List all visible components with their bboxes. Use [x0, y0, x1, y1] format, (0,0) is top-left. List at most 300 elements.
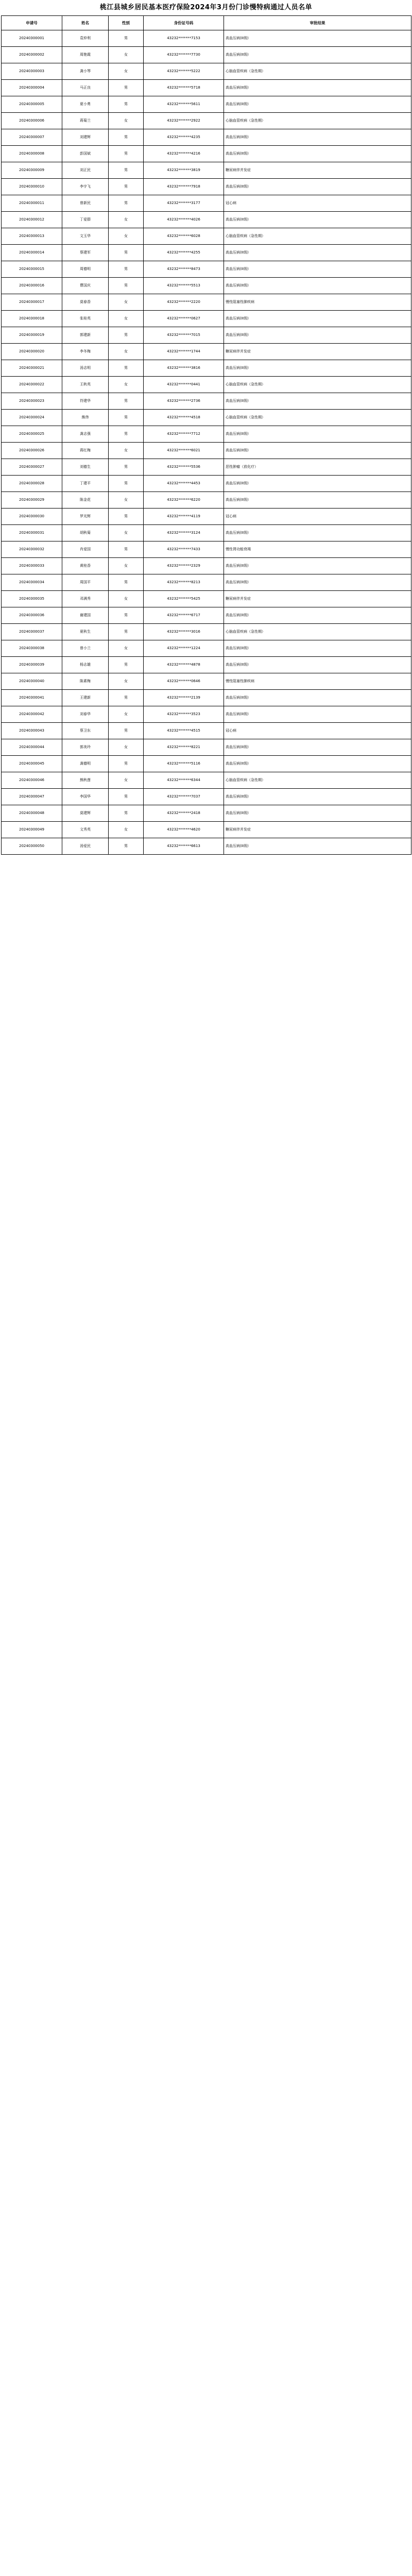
- gender-cell: 男: [109, 607, 144, 624]
- gender-cell: 女: [109, 47, 144, 63]
- approval-result-cell: 心脑血管疾病（急性期）: [224, 377, 411, 393]
- application-no-cell: 20240300017: [2, 294, 62, 311]
- table-row: [2, 96, 411, 113]
- name-cell: 邓满秀: [62, 591, 109, 607]
- application-no-cell: 20240300046: [2, 772, 62, 789]
- table-row: [2, 558, 411, 574]
- id-number-cell: 43232*******2922: [144, 113, 224, 129]
- id-number-cell: 43232*******7918: [144, 179, 224, 195]
- application-no-cell: 20240300022: [2, 377, 62, 393]
- table-row: [2, 476, 411, 492]
- gender-cell: 男: [109, 624, 144, 640]
- application-no-cell: 20240300024: [2, 410, 62, 426]
- table-row: [2, 591, 411, 607]
- name-cell: 陈金花: [62, 492, 109, 509]
- approval-result-cell: 高血压病(II级): [224, 426, 411, 443]
- id-number-cell: 43232*******1744: [144, 344, 224, 360]
- header-id-number: 身份证号码: [144, 16, 224, 30]
- application-no-cell: 20240300020: [2, 344, 62, 360]
- application-no-cell: 20240300003: [2, 63, 62, 80]
- approval-result-cell: 冠心病: [224, 195, 411, 212]
- name-cell: 汤志明: [62, 360, 109, 377]
- table-row: [2, 805, 411, 822]
- name-cell: 夏秋生: [62, 624, 109, 640]
- gender-cell: 女: [109, 294, 144, 311]
- id-number-cell: 43232*******0441: [144, 377, 224, 393]
- id-number-cell: 43232*******6344: [144, 772, 224, 789]
- gender-cell: 男: [109, 690, 144, 706]
- approval-result-cell: 心脑血管疾病（急性期）: [224, 624, 411, 640]
- table-row: [2, 443, 411, 459]
- table-row: [2, 63, 411, 80]
- approval-result-cell: 慢性阻塞性肺疾病: [224, 673, 411, 690]
- id-number-cell: 43232*******5536: [144, 459, 224, 476]
- application-no-cell: 20240300013: [2, 228, 62, 245]
- table-row: [2, 509, 411, 525]
- application-no-cell: 20240300005: [2, 96, 62, 113]
- approval-result-cell: 高血压病(II级): [224, 789, 411, 805]
- name-cell: 郭美玲: [62, 739, 109, 756]
- approval-result-cell: 糖尿病伴并发症: [224, 591, 411, 607]
- approval-result-cell: 冠心病: [224, 509, 411, 525]
- application-no-cell: 20240300037: [2, 624, 62, 640]
- table-row: [2, 772, 411, 789]
- approval-result-cell: 高血压病(II级): [224, 805, 411, 822]
- approval-result-cell: 心脑血管疾病（急性期）: [224, 410, 411, 426]
- id-number-cell: 43232*******2329: [144, 558, 224, 574]
- table-row: [2, 789, 411, 805]
- table-body: [2, 30, 411, 855]
- name-cell: 刘德生: [62, 459, 109, 476]
- id-number-cell: 43232*******4255: [144, 245, 224, 261]
- name-cell: 熊伟: [62, 410, 109, 426]
- gender-cell: 男: [109, 459, 144, 476]
- approval-result-cell: 心脑血管疾病（急性期）: [224, 772, 411, 789]
- approval-result-cell: 高血压病(II级): [224, 278, 411, 294]
- approval-result-cell: 高血压病(II级): [224, 756, 411, 772]
- application-no-cell: 20240300015: [2, 261, 62, 278]
- application-no-cell: 20240300004: [2, 80, 62, 96]
- gender-cell: 男: [109, 245, 144, 261]
- gender-cell: 女: [109, 822, 144, 838]
- table-row: [2, 344, 411, 360]
- gender-cell: 女: [109, 673, 144, 690]
- table-row: [2, 146, 411, 162]
- gender-cell: 男: [109, 509, 144, 525]
- approval-result-cell: 高血压病(II级): [224, 443, 411, 459]
- application-no-cell: 20240300042: [2, 706, 62, 723]
- name-cell: 龚德明: [62, 756, 109, 772]
- approval-result-cell: 心脑血管疾病（急性期）: [224, 228, 411, 245]
- gender-cell: 女: [109, 63, 144, 80]
- application-no-cell: 20240300027: [2, 459, 62, 476]
- application-no-cell: 20240300007: [2, 129, 62, 146]
- name-cell: 蔡建军: [62, 245, 109, 261]
- name-cell: 刘春华: [62, 706, 109, 723]
- gender-cell: 男: [109, 327, 144, 344]
- header-name: 姓名: [62, 16, 109, 30]
- id-number-cell: 43232*******4235: [144, 129, 224, 146]
- name-cell: 曾小兰: [62, 640, 109, 657]
- id-number-cell: 43232*******4453: [144, 476, 224, 492]
- name-cell: 王秋英: [62, 377, 109, 393]
- id-number-cell: 43232*******0646: [144, 673, 224, 690]
- gender-cell: 男: [109, 541, 144, 558]
- id-number-cell: 43232*******5222: [144, 63, 224, 80]
- name-cell: 周德明: [62, 261, 109, 278]
- approval-result-cell: 高血压病(II级): [224, 146, 411, 162]
- approval-result-cell: 高血压病(II级): [224, 327, 411, 344]
- id-number-cell: 43232*******6613: [144, 838, 224, 855]
- name-cell: 莫春香: [62, 294, 109, 311]
- id-number-cell: 43232*******8473: [144, 261, 224, 278]
- table-row: [2, 673, 411, 690]
- approval-result-cell: 恶性肿瘤（放化疗）: [224, 459, 411, 476]
- table-row: [2, 657, 411, 673]
- approval-result-cell: 高血压病(II级): [224, 360, 411, 377]
- gender-cell: 男: [109, 756, 144, 772]
- application-no-cell: 20240300034: [2, 574, 62, 591]
- gender-cell: 男: [109, 30, 144, 47]
- application-no-cell: 20240300028: [2, 476, 62, 492]
- table-row: [2, 723, 411, 739]
- approval-result-cell: 高血压病(II级): [224, 80, 411, 96]
- id-number-cell: 43232*******6021: [144, 443, 224, 459]
- name-cell: 丁爱群: [62, 212, 109, 228]
- approval-result-cell: 心脑血管疾病（急性期）: [224, 113, 411, 129]
- gender-cell: 男: [109, 805, 144, 822]
- name-cell: 杨志雄: [62, 657, 109, 673]
- table-row: [2, 756, 411, 772]
- application-no-cell: 20240300041: [2, 690, 62, 706]
- gender-cell: 女: [109, 640, 144, 657]
- table-row: [2, 245, 411, 261]
- name-cell: 周艳霞: [62, 47, 109, 63]
- id-number-cell: 43232*******3124: [144, 525, 224, 541]
- table-row: [2, 541, 411, 558]
- table-row: [2, 212, 411, 228]
- id-number-cell: 43232*******7015: [144, 327, 224, 344]
- application-no-cell: 20240300016: [2, 278, 62, 294]
- id-number-cell: 43232*******1224: [144, 640, 224, 657]
- name-cell: 汤爱民: [62, 838, 109, 855]
- approval-result-cell: 高血压病(II级): [224, 261, 411, 278]
- id-number-cell: 43232*******5718: [144, 80, 224, 96]
- gender-cell: 女: [109, 212, 144, 228]
- name-cell: 罗光辉: [62, 509, 109, 525]
- table-row: [2, 261, 411, 278]
- gender-cell: 女: [109, 739, 144, 756]
- approval-result-cell: 高血压病(II级): [224, 212, 411, 228]
- gender-cell: 男: [109, 789, 144, 805]
- id-number-cell: 43232*******3819: [144, 162, 224, 179]
- table-row: [2, 294, 411, 311]
- gender-cell: 男: [109, 360, 144, 377]
- application-no-cell: 20240300045: [2, 756, 62, 772]
- id-number-cell: 43232*******8221: [144, 739, 224, 756]
- gender-cell: 女: [109, 113, 144, 129]
- name-cell: 周国平: [62, 574, 109, 591]
- id-number-cell: 43232*******6220: [144, 492, 224, 509]
- name-cell: 龚小琴: [62, 63, 109, 80]
- gender-cell: 男: [109, 80, 144, 96]
- table-row: [2, 410, 411, 426]
- name-cell: 王建新: [62, 690, 109, 706]
- name-cell: 胡秋菊: [62, 525, 109, 541]
- gender-cell: 男: [109, 723, 144, 739]
- application-no-cell: 20240300018: [2, 311, 62, 327]
- application-no-cell: 20240300001: [2, 30, 62, 47]
- name-cell: 夏小勇: [62, 96, 109, 113]
- gender-cell: 女: [109, 772, 144, 789]
- approval-result-cell: 高血压病(II级): [224, 30, 411, 47]
- id-number-cell: 43232*******4878: [144, 657, 224, 673]
- approval-result-cell: 高血压病(II级): [224, 690, 411, 706]
- table-row: [2, 607, 411, 624]
- application-no-cell: 20240300038: [2, 640, 62, 657]
- gender-cell: 男: [109, 96, 144, 113]
- table-row: [2, 640, 411, 657]
- id-number-cell: 43232*******7433: [144, 541, 224, 558]
- gender-cell: 男: [109, 574, 144, 591]
- name-cell: 莫建辉: [62, 805, 109, 822]
- approval-result-cell: 高血压病(II级): [224, 393, 411, 410]
- name-cell: 熊秋莲: [62, 772, 109, 789]
- name-cell: 刘正民: [62, 162, 109, 179]
- application-no-cell: 20240300036: [2, 607, 62, 624]
- approval-table: [1, 15, 411, 855]
- application-no-cell: 20240300031: [2, 525, 62, 541]
- table-row: [2, 327, 411, 344]
- name-cell: 符建华: [62, 393, 109, 410]
- application-no-cell: 20240300011: [2, 195, 62, 212]
- gender-cell: 男: [109, 146, 144, 162]
- approval-result-cell: 糖尿病伴并发症: [224, 162, 411, 179]
- gender-cell: 男: [109, 410, 144, 426]
- gender-cell: 女: [109, 311, 144, 327]
- id-number-cell: 43232*******8213: [144, 574, 224, 591]
- gender-cell: 女: [109, 377, 144, 393]
- application-no-cell: 20240300023: [2, 393, 62, 410]
- table-row: [2, 525, 411, 541]
- name-cell: 刘建辉: [62, 129, 109, 146]
- id-number-cell: 43232*******4216: [144, 146, 224, 162]
- gender-cell: 男: [109, 426, 144, 443]
- application-no-cell: 20240300043: [2, 723, 62, 739]
- application-no-cell: 20240300035: [2, 591, 62, 607]
- name-cell: 黄桂香: [62, 558, 109, 574]
- application-no-cell: 20240300012: [2, 212, 62, 228]
- name-cell: 李冬梅: [62, 344, 109, 360]
- name-cell: 郭建新: [62, 327, 109, 344]
- table-row: [2, 706, 411, 723]
- table-row: [2, 30, 411, 47]
- application-no-cell: 20240300044: [2, 739, 62, 756]
- id-number-cell: 43232*******2736: [144, 393, 224, 410]
- application-no-cell: 20240300050: [2, 838, 62, 855]
- name-cell: 曹国庆: [62, 278, 109, 294]
- id-number-cell: 43232*******6717: [144, 607, 224, 624]
- table-row: [2, 426, 411, 443]
- gender-cell: 女: [109, 525, 144, 541]
- id-number-cell: 43232*******4518: [144, 410, 224, 426]
- table-row: [2, 838, 411, 855]
- table-row: [2, 113, 411, 129]
- name-cell: 李国华: [62, 789, 109, 805]
- header-application-no: 申请号: [2, 16, 62, 30]
- name-cell: 李宇飞: [62, 179, 109, 195]
- approval-result-cell: 冠心病: [224, 723, 411, 739]
- application-no-cell: 20240300021: [2, 360, 62, 377]
- name-cell: 蔡卫东: [62, 723, 109, 739]
- id-number-cell: 43232*******2220: [144, 294, 224, 311]
- id-number-cell: 43232*******4119: [144, 509, 224, 525]
- name-cell: 蒋红梅: [62, 443, 109, 459]
- approval-result-cell: 高血压病(II级): [224, 739, 411, 756]
- table-row: [2, 739, 411, 756]
- approval-result-cell: 高血压病(II级): [224, 558, 411, 574]
- approval-result-cell: 糖尿病伴并发症: [224, 344, 411, 360]
- name-cell: 张桂英: [62, 311, 109, 327]
- approval-result-cell: 高血压病(II级): [224, 476, 411, 492]
- name-cell: 谢建国: [62, 607, 109, 624]
- approval-result-cell: 高血压病(II级): [224, 607, 411, 624]
- application-no-cell: 20240300026: [2, 443, 62, 459]
- approval-result-cell: 慢性肾功能衰竭: [224, 541, 411, 558]
- gender-cell: 男: [109, 261, 144, 278]
- gender-cell: 女: [109, 228, 144, 245]
- gender-cell: 男: [109, 179, 144, 195]
- approval-result-cell: 高血压病(II级): [224, 525, 411, 541]
- gender-cell: 女: [109, 558, 144, 574]
- id-number-cell: 43232*******5513: [144, 278, 224, 294]
- name-cell: 龚志强: [62, 426, 109, 443]
- table-row: [2, 162, 411, 179]
- name-cell: 彭国斌: [62, 146, 109, 162]
- approval-result-cell: 高血压病(II级): [224, 245, 411, 261]
- name-cell: 马正良: [62, 80, 109, 96]
- table-row: [2, 129, 411, 146]
- approval-result-cell: 高血压病(II级): [224, 657, 411, 673]
- approval-result-cell: 高血压病(II级): [224, 838, 411, 855]
- id-number-cell: 43232*******4620: [144, 822, 224, 838]
- name-cell: 文玉华: [62, 228, 109, 245]
- gender-cell: 男: [109, 278, 144, 294]
- table-row: [2, 377, 411, 393]
- table-row: [2, 47, 411, 63]
- application-no-cell: 20240300019: [2, 327, 62, 344]
- name-cell: 文秀英: [62, 822, 109, 838]
- application-no-cell: 20240300014: [2, 245, 62, 261]
- id-number-cell: 43232*******5116: [144, 756, 224, 772]
- id-number-cell: 43232*******3016: [144, 624, 224, 640]
- gender-cell: 女: [109, 344, 144, 360]
- application-no-cell: 20240300025: [2, 426, 62, 443]
- table-row: [2, 822, 411, 838]
- table-row: [2, 80, 411, 96]
- table-row: [2, 459, 411, 476]
- table-row: [2, 228, 411, 245]
- name-cell: 陈素梅: [62, 673, 109, 690]
- gender-cell: 男: [109, 657, 144, 673]
- table-row: [2, 278, 411, 294]
- application-no-cell: 20240300029: [2, 492, 62, 509]
- id-number-cell: 43232*******4026: [144, 212, 224, 228]
- table-row: [2, 690, 411, 706]
- id-number-cell: 43232*******4515: [144, 723, 224, 739]
- approval-result-cell: 高血压病(II级): [224, 492, 411, 509]
- approval-result-cell: 高血压病(II级): [224, 179, 411, 195]
- id-number-cell: 43232*******3177: [144, 195, 224, 212]
- id-number-cell: 43232*******3523: [144, 706, 224, 723]
- application-no-cell: 20240300049: [2, 822, 62, 838]
- application-no-cell: 20240300048: [2, 805, 62, 822]
- id-number-cell: 43232*******5425: [144, 591, 224, 607]
- gender-cell: 男: [109, 162, 144, 179]
- application-no-cell: 20240300047: [2, 789, 62, 805]
- header-approval-result: 审批结果: [224, 16, 411, 30]
- approval-result-cell: 慢性阻塞性肺疾病: [224, 294, 411, 311]
- application-no-cell: 20240300033: [2, 558, 62, 574]
- name-cell: 丁建平: [62, 476, 109, 492]
- approval-result-cell: 高血压病(II级): [224, 640, 411, 657]
- approval-result-cell: 高血压病(II级): [224, 706, 411, 723]
- approval-result-cell: 高血压病(II级): [224, 311, 411, 327]
- approval-result-cell: 糖尿病伴并发症: [224, 822, 411, 838]
- header-gender: 性别: [109, 16, 144, 30]
- application-no-cell: 20240300010: [2, 179, 62, 195]
- gender-cell: 男: [109, 195, 144, 212]
- application-no-cell: 20240300008: [2, 146, 62, 162]
- table-row: [2, 195, 411, 212]
- gender-cell: 女: [109, 443, 144, 459]
- application-no-cell: 20240300040: [2, 673, 62, 690]
- approval-result-cell: 心脑血管疾病（急性期）: [224, 63, 411, 80]
- id-number-cell: 43232*******0627: [144, 311, 224, 327]
- table-row: [2, 311, 411, 327]
- approval-result-cell: 高血压病(II级): [224, 96, 411, 113]
- table-row: [2, 492, 411, 509]
- name-cell: 肖爱国: [62, 541, 109, 558]
- approval-result-cell: 高血压病(II级): [224, 47, 411, 63]
- id-number-cell: 43232*******6028: [144, 228, 224, 245]
- id-number-cell: 43232*******2139: [144, 690, 224, 706]
- application-no-cell: 20240300039: [2, 657, 62, 673]
- id-number-cell: 43232*******7712: [144, 426, 224, 443]
- gender-cell: 男: [109, 129, 144, 146]
- table-row: [2, 360, 411, 377]
- name-cell: 曾新民: [62, 195, 109, 212]
- approval-result-cell: 高血压病(II级): [224, 574, 411, 591]
- gender-cell: 男: [109, 393, 144, 410]
- id-number-cell: 43232*******7730: [144, 47, 224, 63]
- id-number-cell: 43232*******2418: [144, 805, 224, 822]
- application-no-cell: 20240300030: [2, 509, 62, 525]
- id-number-cell: 43232*******5611: [144, 96, 224, 113]
- application-no-cell: 20240300032: [2, 541, 62, 558]
- table-row: [2, 179, 411, 195]
- name-cell: 蒋菊兰: [62, 113, 109, 129]
- table-row: [2, 393, 411, 410]
- application-no-cell: 20240300002: [2, 47, 62, 63]
- gender-cell: 女: [109, 706, 144, 723]
- page-title: 桃江县城乡居民基本医疗保险2024年3月份门诊慢特病通过人员名单: [99, 4, 313, 11]
- table-header-row: [2, 16, 411, 30]
- name-cell: 袁仲利: [62, 30, 109, 47]
- id-number-cell: 43232*******7153: [144, 30, 224, 47]
- table-row: [2, 624, 411, 640]
- gender-cell: 女: [109, 492, 144, 509]
